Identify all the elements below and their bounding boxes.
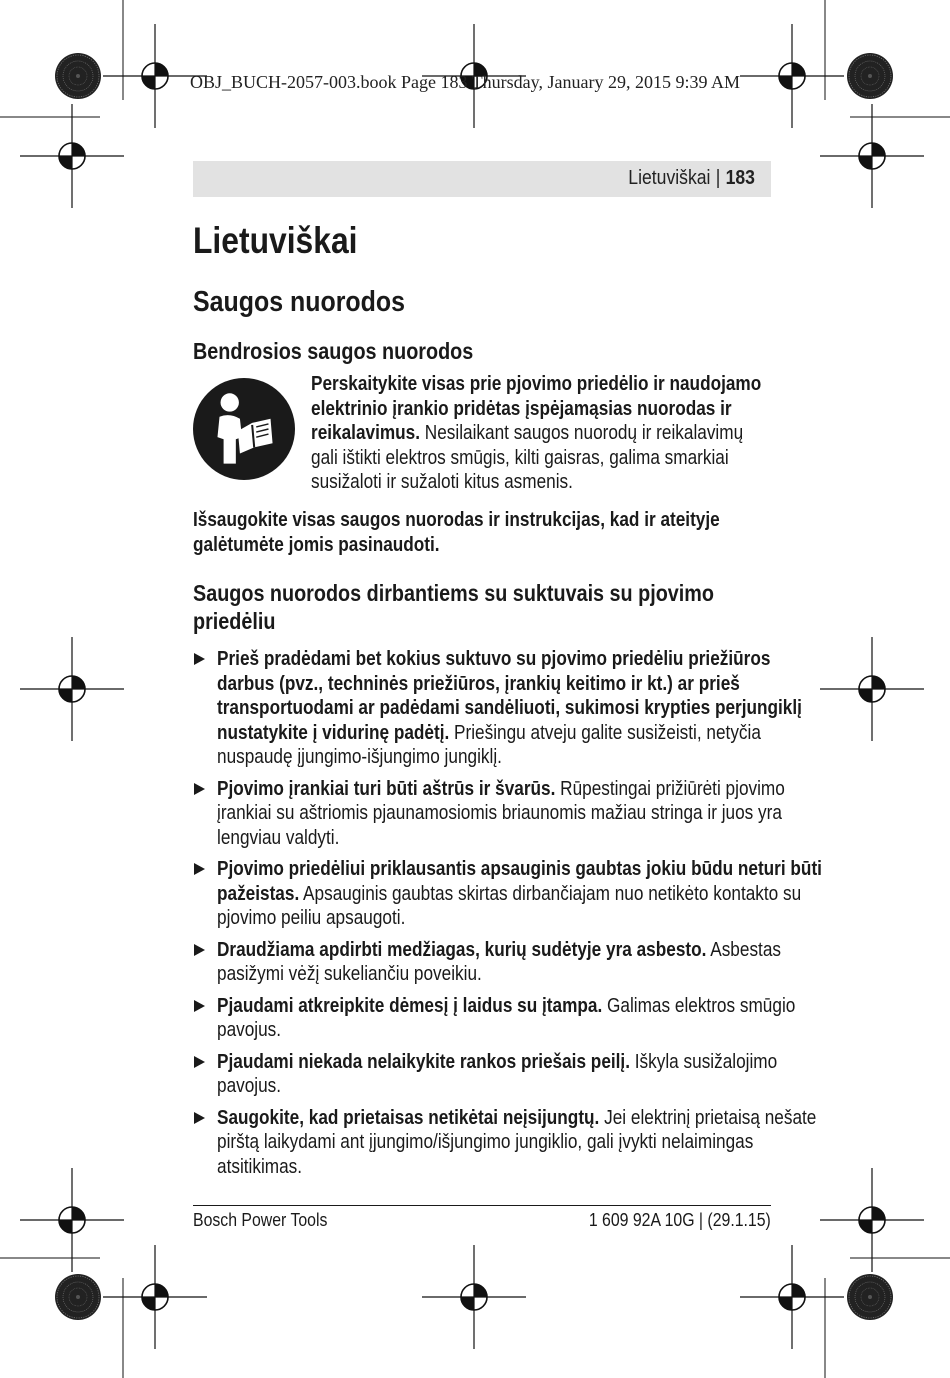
list-item	[193, 994, 796, 1043]
page-number: 183	[725, 167, 755, 189]
triangle-bullet-icon	[194, 863, 205, 875]
list-item	[193, 1050, 778, 1099]
safety-list	[193, 647, 822, 1179]
item-bold: Prieš pradėdami bet kokius suktuvo su pjovimo priedėliu priežiūros darbus (pvz., techninės priežiūros, įrankių keitimo ir kt.) ar prieš transportuodami ar padėdami sandėliuoti, sukimosi krypties perjungiklį nustatykite į vidurinę padėtį.	[217, 648, 802, 744]
item-text: Rūpestingai prižiūrėti pjovimo įrankiai su aštriomis pjaunamosiomis briaunomis mažiau stringa ir juos yra lengviau valdyti.	[217, 777, 785, 849]
item-bold: Pjovimo įrankiai turi būti aštrūs ir švarūs.	[217, 777, 556, 800]
general-warning-text	[311, 372, 771, 495]
crosshair-registration-icon	[20, 637, 124, 741]
item-text: Priešingu atveju galite susižeisti, netyčia nuspaudę įjungimo-išjungimo jungiklį.	[217, 721, 761, 768]
item-bold: Saugokite, kad prietaisas netikėtai neįsijungtų.	[217, 1106, 600, 1129]
read-manual-icon	[193, 378, 295, 480]
triangle-bullet-icon	[194, 944, 205, 956]
header-language: Lietuviškai	[628, 167, 711, 189]
general-warning-consequence: Nesilaikant saugos nuorodų ir reikalavimų gali ištikti elektros smūgis, kilti gaisras, galima smarkiai susižaloti ir sužaloti kitus asmenis.	[311, 422, 744, 493]
general-warning-block	[193, 372, 771, 498]
section-title: Saugos nuorodos	[193, 286, 405, 318]
crosshair-registration-icon	[20, 104, 124, 208]
list-item	[193, 1106, 817, 1180]
registration-starburst-icon	[847, 53, 893, 99]
crosshair-registration-icon	[20, 1168, 124, 1272]
triangle-bullet-icon	[194, 1112, 205, 1124]
list-item	[193, 647, 802, 770]
page-title: Lietuviškai	[193, 220, 358, 261]
list-item	[193, 938, 781, 987]
book-header: OBJ_BUCH-2057-003.book Page 183 Thursday, January 29, 2015 9:39 AM	[190, 72, 740, 92]
item-text: Galimas elektros smūgio pavojus.	[217, 994, 796, 1041]
registration-starburst-icon	[55, 1274, 101, 1320]
triangle-bullet-icon	[194, 1000, 205, 1012]
item-bold: Pjaudami atkreipkite dėmesį į laidus su įtampa.	[217, 994, 603, 1017]
item-text: Iškyla susižalojimo pavojus.	[217, 1050, 778, 1097]
save-instructions-note: Išsaugokite visas saugos nuorodas ir instrukcijas, kad ir ateityje galėtumėte jomis pasinaudoti.	[193, 509, 720, 556]
general-safety-title: Bendrosios saugos nuorodos	[193, 338, 474, 364]
item-text: Apsauginis gaubtas skirtas dirbančiajam nuo netikėto kontakto su pjovimo peiliu apsaugoti.	[217, 882, 802, 929]
footer-doc-id: 1 609 92A 10G | (29.1.15)	[588, 1210, 771, 1230]
specific-safety-title: Saugos nuorodos dirbantiems su suktuvais su pjovimo priedėliu	[193, 580, 714, 634]
item-bold: Draudžiama apdirbti medžiagas, kurių sudėtyje yra asbesto.	[217, 938, 707, 961]
triangle-bullet-icon	[194, 653, 205, 665]
item-text: Asbestas pasižymi vėžį sukeliančiu poveikiu.	[217, 938, 781, 985]
triangle-bullet-icon	[194, 783, 205, 795]
running-header: Lietuviškai | 183	[193, 161, 771, 197]
crosshair-registration-icon	[820, 637, 924, 741]
crosshair-registration-icon	[422, 1245, 526, 1349]
list-item	[193, 857, 822, 931]
crosshair-registration-icon	[740, 1245, 844, 1349]
registration-starburst-icon	[55, 53, 101, 99]
item-bold: Pjovimo priedėliui priklausantis apsauginis gaubtas jokiu būdu neturi būti pažeistas.	[217, 858, 822, 905]
triangle-bullet-icon	[194, 1056, 205, 1068]
crosshair-registration-icon	[820, 1168, 924, 1272]
list-item	[193, 777, 785, 851]
page-content	[193, 218, 822, 1186]
item-text: Jei elektrinį prietaisą nešate pirštą laikydami ant įjungimo/išjungimo jungiklio, gali įvykti nelaimingas atsitikimas.	[217, 1106, 817, 1178]
crosshair-registration-icon	[820, 104, 924, 208]
general-warning-bold: Perskaitykite visas prie pjovimo priedėlio ir naudojamo elektrinio įrankio pridėtas įspėjamąsias nuorodas ir reikalavimus.	[311, 373, 762, 444]
footer-brand: Bosch Power Tools	[193, 1210, 328, 1230]
item-bold: Pjaudami niekada nelaikykite rankos priešais peilį.	[217, 1050, 631, 1073]
registration-starburst-icon	[847, 1274, 893, 1320]
crosshair-registration-icon	[103, 1245, 207, 1349]
footer-rule	[193, 1205, 771, 1206]
